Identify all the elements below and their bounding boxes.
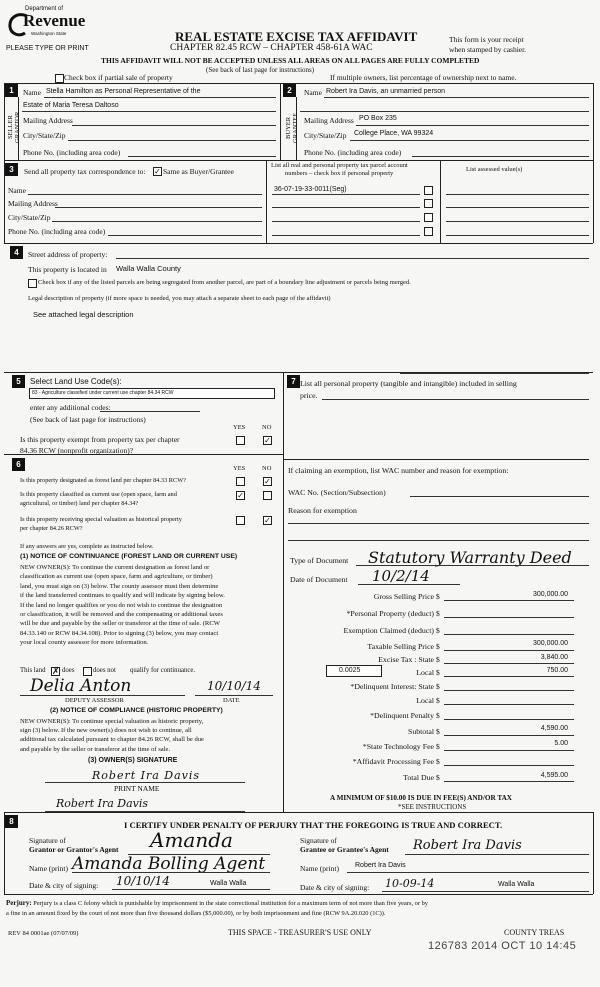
partial-sale-checkbox[interactable] xyxy=(55,74,64,83)
notice-continuance-body xyxy=(20,563,282,648)
technology-fee-value[interactable]: 5.00 xyxy=(554,740,568,747)
assessor-date: 10/10/14 xyxy=(207,679,261,693)
tax-city-label: City/State/Zip xyxy=(8,213,51,222)
wac-label: WAC No. (Section/Subsection) xyxy=(288,488,386,497)
s6-yes-header: YES xyxy=(233,465,246,472)
s6-no-header: NO xyxy=(262,465,272,472)
buyer-name-value[interactable]: Robert Ira Davis, an unmarried person xyxy=(326,88,446,95)
parcel-value[interactable]: 36-07-19-33-0011(Seg) xyxy=(274,186,347,193)
owner-signature-title: (3) OWNER(S) SIGNATURE xyxy=(88,757,178,764)
buyer-grantee-label: BUYER GRANTEE xyxy=(285,112,299,143)
current-use-yes-checkbox[interactable]: ✓ xyxy=(237,491,244,500)
notice1-line: will be due and payable by the seller or transferor at the time of sale. (RCW xyxy=(20,620,220,628)
located-in-value[interactable]: Walla Walla County xyxy=(116,264,181,273)
land-use-value: 83 - Agriculture classified under current use chapter 84.34 RCW xyxy=(32,390,174,396)
seller-phone-label: Phone No. (including area code) xyxy=(23,148,121,157)
please-type: PLEASE TYPE OR PRINT xyxy=(6,45,89,52)
notice-compliance-title: (2) NOTICE OF COMPLIANCE (HISTORIC PROPERTY) xyxy=(50,707,223,714)
delinquent-interest-local-label: Local xyxy=(416,696,434,705)
buyer-name-label: Name xyxy=(304,88,322,97)
grantor-name-value[interactable]: Amanda Bolling Agent xyxy=(72,854,266,874)
section-1-number: 1 xyxy=(5,84,18,97)
personal-property-label-2: price. xyxy=(300,391,318,400)
grantee-signature[interactable]: Robert Ira Davis xyxy=(413,838,522,853)
deputy-assessor-label: DEPUTY ASSESSOR xyxy=(65,697,124,704)
this-land-label: This land xyxy=(20,667,46,674)
treasurer-use-label: THIS SPACE - TREASURER'S USE ONLY xyxy=(228,928,372,937)
street-address-label: Street address of property: xyxy=(28,250,108,259)
buyer-city-value[interactable]: College Place, WA 99324 xyxy=(354,130,434,137)
historic-yes-checkbox[interactable] xyxy=(236,516,245,525)
personal-property-label-1: List all personal property (tangible and intangible) included in selling xyxy=(300,379,517,388)
assessed-header: List assessed value(s) xyxy=(466,166,523,173)
grantee-signature-label-1: Signature of xyxy=(300,836,337,845)
grantor-signature-label-1: Signature of xyxy=(29,836,66,845)
seller-city-label: City/State/Zip xyxy=(23,131,66,140)
does-not-checkbox[interactable] xyxy=(83,667,92,676)
exempt-yes-checkbox[interactable] xyxy=(236,436,245,445)
type-document-label: Type of Document xyxy=(290,556,349,565)
notice2-line: NEW OWNER(S): To continue special valuation as historic property, xyxy=(20,718,204,725)
current-use-question-2: agricultural, or timber) land per chapter 84.34? xyxy=(20,500,139,507)
personal-property-checkbox-2[interactable] xyxy=(424,199,433,208)
excise-local-value[interactable]: 750.00 xyxy=(546,667,568,674)
additional-codes-label: enter any additional codes: xyxy=(30,403,111,412)
exempt-no-checkbox[interactable]: ✓ xyxy=(264,436,271,445)
owner-signature: Robert Ira Davis xyxy=(56,797,149,810)
form-subtitle: CHAPTER 82.45 RCW – CHAPTER 458-61A WAC xyxy=(170,43,373,53)
notice1-line: 84.33.140 or RCW 84.34.108). Prior to signing (3) below, you may contact xyxy=(20,629,219,637)
forest-no-checkbox[interactable]: ✓ xyxy=(264,477,271,486)
segregated-checkbox[interactable] xyxy=(28,279,37,288)
see-instructions-note: *SEE INSTRUCTIONS xyxy=(398,803,467,811)
segregated-label: Check box if any of the listed parcels are being segregated from another parcel, are part of a boundary line adjustment or parcels being merged. xyxy=(38,279,411,286)
form-warning: THIS AFFIDAVIT WILL NOT BE ACCEPTED UNLESS ALL AREAS ON ALL PAGES ARE FULLY COMPLETED xyxy=(101,56,480,65)
historic-question-1: Is this property receiving special valuation as historical property xyxy=(20,516,182,523)
date-document-label: Date of Document xyxy=(290,575,348,584)
does-not-label: does not xyxy=(93,667,116,674)
current-use-question-1: Is this property classified as current use (open space, farm and xyxy=(20,491,177,498)
buyer-mailing-value[interactable]: PO Box 235 xyxy=(359,115,397,122)
notice1-line: If the land no longer qualifies or you do not wish to continue the designation xyxy=(20,601,223,609)
section-2-number: 2 xyxy=(283,84,296,97)
historic-no-checkbox[interactable]: ✓ xyxy=(264,516,271,525)
tax-name-label: Name xyxy=(8,186,26,195)
dept-line1: Department of xyxy=(25,6,64,12)
seller-mailing-label: Mailing Address xyxy=(23,116,73,125)
certify-statement: I CERTIFY UNDER PENALTY OF PERJURY THAT THE FOREGOING IS TRUE AND CORRECT. xyxy=(124,820,503,830)
notice1-line: land, you must sign on (3) below. The county assessor must then determine xyxy=(20,582,219,590)
seller-name-value[interactable]: Stella Hamilton as Personal Representative of the xyxy=(46,88,201,95)
land-use-see-back: (See back of last page for instructions) xyxy=(30,415,146,424)
buyer-phone-label: Phone No. (including area code) xyxy=(304,148,402,157)
see-back-note: (See back of last page for instructions) xyxy=(206,66,315,74)
section-6-number: 6 xyxy=(12,458,25,471)
grantor-city-value[interactable]: Walla Walla xyxy=(210,880,247,887)
notice-continuance-title: (1) NOTICE OF CONTINUANCE (FOREST LAND OR CURRENT USE) xyxy=(20,553,238,560)
notice1-line: your local county assessor for more information. xyxy=(20,639,149,647)
owner-print-name: Robert Ira Davis xyxy=(92,769,201,782)
processing-fee-label: *Affidavit Processing Fee xyxy=(352,757,434,766)
if-yes-note: If any answers are yes, complete as instructed below. xyxy=(20,543,154,550)
notice1-line: NEW OWNER(S): To continue the current designation as forest land or xyxy=(20,564,210,571)
qualify-label: qualify for continuance. xyxy=(130,667,196,674)
gross-price-value[interactable]: 300,000.00 xyxy=(532,591,568,598)
delinquent-penalty-label: *Delinquent Penalty xyxy=(370,711,434,720)
notice2-line: additional tax calculated pursuant to chapter 84.26 RCW, shall be due xyxy=(20,736,204,744)
receipt-line2: when stamped by cashier. xyxy=(449,45,527,54)
assessor-signature: Delia Anton xyxy=(30,676,132,696)
excise-local-label: Local xyxy=(416,668,434,677)
personal-property-checkbox-1[interactable] xyxy=(424,186,433,195)
dept-line3: Washington State xyxy=(31,31,67,36)
perjury-text-2: a fine in an amount fixed by the court of not more than five thousand dollars ($5,000.00), or by both imprisonment and fine (RCW 9A.20.020 (1C)). xyxy=(6,909,386,917)
section-8-number: 8 xyxy=(5,815,18,828)
current-use-no-checkbox[interactable] xyxy=(263,491,272,500)
seller-name-label: Name xyxy=(23,88,41,97)
tax-mailing-label: Mailing Address xyxy=(8,199,58,208)
taxable-price-value[interactable]: 300,000.00 xyxy=(532,640,568,647)
section-3-number: 3 xyxy=(5,163,18,176)
section-5-number: 5 xyxy=(12,375,25,388)
gross-price-label: Gross Selling Price xyxy=(373,592,434,601)
exemption-claimed-label: Exemption Claimed (deduct) xyxy=(343,626,434,635)
located-in-label: This property is located in xyxy=(28,265,107,274)
personal-property-checkbox-3[interactable] xyxy=(424,213,433,222)
local-rate-box[interactable] xyxy=(326,665,382,677)
partial-sale-label: Check box if partial sale of property xyxy=(64,73,173,82)
total-due-value[interactable]: 4,595.00 xyxy=(540,772,568,779)
grantee-signature-label-2: Grantee or Grantee's Agent xyxy=(300,845,389,854)
grantor-date-value[interactable]: 10/10/14 xyxy=(116,874,170,888)
parcel-header-2: numbers – check box if personal property xyxy=(285,170,394,177)
local-rate-value: 0.0025 xyxy=(339,667,361,674)
buyer-mailing-label: Mailing Address xyxy=(304,116,354,125)
perjury-label: Perjury: xyxy=(6,899,32,907)
grantor-signature-label-2: Grantor or Grantor's Agent xyxy=(29,845,119,854)
grantee-name-print-label: Name (print) xyxy=(300,864,339,873)
section-4-number: 4 xyxy=(10,246,23,259)
forest-yes-checkbox[interactable] xyxy=(236,477,245,486)
exempt-question-2: 84.36 RCW (nonprofit organization)? xyxy=(20,446,134,455)
multiple-owners-note: If multiple owners, list percentage of ownership next to name. xyxy=(330,73,517,82)
grantee-date-city-label: Date & city of signing: xyxy=(300,883,370,892)
total-due-label: Total Due xyxy=(403,773,434,782)
technology-fee-label: *State Technology Fee xyxy=(362,742,434,751)
send-correspondence-label: Send all property tax correspondence to: xyxy=(24,167,146,176)
seller-grantor-label: SELLER GRANTOR xyxy=(7,111,21,144)
section-7-number: 7 xyxy=(287,375,300,388)
subtotal-label: Subtotal xyxy=(408,727,434,736)
department-logo xyxy=(7,6,86,42)
personal-property-checkbox-4[interactable] xyxy=(424,227,433,236)
type-document-value[interactable]: Statutory Warranty Deed xyxy=(368,548,572,567)
same-as-buyer-label: Same as Buyer/Grantee xyxy=(163,167,234,176)
dept-line2: Revenue xyxy=(23,11,86,30)
land-use-select[interactable] xyxy=(29,388,275,399)
seller-name-value-2[interactable]: Estate of Maria Teresa Daltoso xyxy=(23,102,119,109)
cashier-stamp: 126783 2014 OCT 10 14:45 xyxy=(428,940,577,952)
excise-state-label: Excise Tax : State xyxy=(378,655,434,664)
grantee-city-value[interactable]: Walla Walla xyxy=(498,881,535,888)
grantee-name-value[interactable]: Robert Ira Davis xyxy=(355,862,406,869)
notice1-line: if the land transferred continues to qualify and will indicate by signing below. xyxy=(20,592,225,600)
subtotal-value[interactable]: 4,590.00 xyxy=(540,725,568,732)
grantor-signature[interactable]: Amanda xyxy=(150,828,233,852)
perjury-note xyxy=(6,899,594,918)
excise-state-value[interactable]: 3,840.00 xyxy=(540,654,568,661)
buyer-city-label: City/State/Zip xyxy=(304,131,347,140)
notice1-line: or classification, it will be removed and the compensating or additional taxes xyxy=(20,611,223,619)
personal-property-deduct-label: *Personal Property (deduct) xyxy=(346,609,434,618)
parcel-header-1: List all real and personal property tax parcel account xyxy=(271,162,408,169)
date-document-value[interactable]: 10/2/14 xyxy=(372,567,430,585)
perjury-text-1: Perjury is a class C felony which is punishable by imprisonment in the state correctional institution for a maximum term of not more than five years, or by xyxy=(33,900,428,907)
notice1-line: classification as current use (open space, farm and agriculture, or timber) xyxy=(20,573,213,581)
receipt-line1: This form is your receipt xyxy=(449,35,524,44)
historic-question-2: per chapter 84.26 RCW? xyxy=(20,525,83,532)
notice-compliance-body xyxy=(20,717,282,754)
grantor-date-city-label: Date & city of signing: xyxy=(29,881,99,890)
delinquent-interest-state-label: *Delinquent Interest: State xyxy=(350,682,434,691)
grantee-date-value[interactable]: 10-09-14 xyxy=(385,877,435,890)
s5-no-header: NO xyxy=(262,424,272,431)
forest-question: Is this property designated as forest land per chapter 84.33 RCW? xyxy=(20,477,186,484)
notice2-line: and payable by the seller or transferor at the time of sale. xyxy=(20,745,171,753)
tax-calculation-table: Gross Selling Price $ 300,000.00 *Personal Property (deduct) $ Exemption Claimed (deduct) $ Taxable Selling Price $ 300,000.00 Excise Tax : State $ 3,840.00 0.0025 Local $ 750.00 *Delinquent Interest: State $ Local $ *Delinquent Penalty $ Subtotal $ 4,590.00 *State Technology Fee $ 5.00 *Affidavit Processing Fee $ Total Due $ 4,595.00 xyxy=(284,588,590,810)
exempt-question-1: Is this property exempt from property tax per chapter xyxy=(20,435,180,444)
print-name-label: PRINT NAME xyxy=(114,784,160,793)
legal-description-label: Legal description of property (if more space is needed, you may attach a separate sheet to each page of the affidavit) xyxy=(28,295,331,302)
does-label: does xyxy=(62,667,75,674)
legal-description-value[interactable]: See attached legal description xyxy=(33,310,134,319)
notice2-line: sign (3) below. If the new owner(s) does not wish to continue, all xyxy=(20,727,192,735)
form-revision: REV 84 0001ae (07/07/09) xyxy=(8,930,79,937)
claiming-exemption-label: If claiming an exemption, list WAC number and reason for exemption: xyxy=(288,466,509,475)
does-checkbox[interactable]: ✗ xyxy=(52,666,60,676)
taxable-price-label: Taxable Selling Price xyxy=(367,642,434,651)
same-as-buyer-checkbox[interactable]: ✓ xyxy=(154,167,161,176)
tax-phone-label: Phone No. (including area code) xyxy=(8,227,106,236)
assessor-date-label: DATE xyxy=(223,697,240,704)
s5-yes-header: YES xyxy=(233,424,246,431)
land-use-label: Select Land Use Code(s): xyxy=(30,377,122,386)
county-treas-label: COUNTY TREAS xyxy=(504,928,565,937)
minimum-due-note: A MINIMUM OF $10.00 IS DUE IN FEE(S) AND/OR TAX xyxy=(330,794,512,802)
reason-label: Reason for exemption xyxy=(288,506,357,515)
grantor-name-print-label: Name (print) xyxy=(29,864,68,873)
form-title: REAL ESTATE EXCISE TAX AFFIDAVIT xyxy=(175,29,418,44)
